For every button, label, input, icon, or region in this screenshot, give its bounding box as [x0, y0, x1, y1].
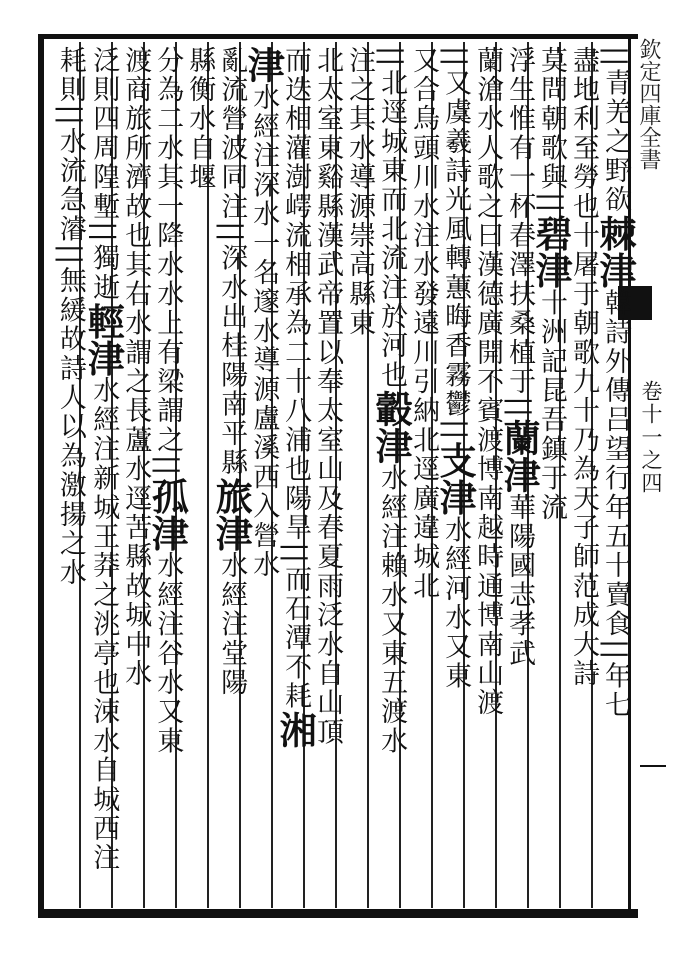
entry-text: 北逕廣違城北: [408, 425, 440, 601]
entry-text: ||北逕城東而北流注於河也: [376, 46, 408, 390]
entry-text: 水經注堂陽: [216, 551, 248, 698]
running-head: 卷十一之四: [639, 380, 663, 495]
entry-heading: 旅津: [209, 477, 254, 552]
entry-heading: 棘津: [593, 214, 638, 289]
entry-text: 泛則四周隍塹||獨逝: [88, 46, 120, 303]
header-fragment: 欽定四庫全書: [636, 38, 661, 170]
entry-text: 十屠于朝歌九十乃為天子師范成大詩: [568, 221, 600, 689]
entry-text: 莫問朝歌與||: [536, 46, 568, 215]
entry-text: 浮生惟有一杯春: [504, 46, 536, 251]
entry-text: 韓詩外傳吕望行年五十賣食||年七: [600, 288, 632, 720]
text-column: [48, 42, 86, 908]
entry-text: 盡地利至勞也: [568, 46, 600, 222]
entry-text: 注之其水導源崇高縣東: [344, 46, 376, 338]
entry-heading: 津: [241, 46, 286, 83]
column-text: [48, 46, 92, 908]
entry-text: 縣衡水自堰: [184, 46, 216, 192]
entry-text: 逕苦縣故城中水: [120, 484, 152, 689]
margin-tick: [640, 765, 666, 767]
entry-text: 又合烏頭川水注水發遠川引納: [408, 46, 440, 426]
entry-heading: 湘: [273, 711, 318, 748]
bottom-border: [38, 909, 638, 918]
entry-heading: 轂津: [369, 389, 414, 464]
entry-text: 華陽國志孝武: [504, 493, 536, 669]
entry-text: 耗則||: [54, 46, 86, 127]
entry-text: 水經河水又東: [440, 515, 472, 691]
entry-text: 分為二水其一降水水上有梁謂之||: [152, 46, 184, 478]
entry-text: 水經注賴水又東五渡水: [376, 463, 408, 756]
left-border: [38, 34, 44, 916]
entry-text: 而迭相灌澍崿流相承為二十八浦也陽旱||而石潭不耗: [280, 46, 312, 711]
entry-text: ||青羌之野欲: [600, 46, 632, 215]
entry-heading: 蘭津: [497, 419, 542, 493]
entry-text: 水經注谷水又東: [152, 551, 184, 756]
entry-text: ||又虞羲詩光風轉蕙晦香霧鬱||: [440, 46, 472, 442]
entry-text: 水經注深水一名邃水導源盧溪西入營水: [248, 83, 280, 580]
entry-text: 水流急濬||無緩故詩人以為激揚之水: [54, 127, 86, 588]
entry-text: 渡商旅所濟故也其右水謂之長蘆水: [120, 46, 152, 484]
entry-text: 北太室東谿縣漢武帝置以奉太室山及春夏雨泛水自山頂: [312, 46, 344, 747]
top-border: [38, 34, 638, 39]
entry-heading: 支津: [433, 441, 478, 516]
entry-text: 澤扶桑植于||: [504, 250, 536, 419]
entry-text: 時通博南山渡: [472, 542, 504, 718]
entry-text: 蘭滄水人歌之曰漢德廣開不賓渡博南越: [472, 46, 504, 543]
entry-heading: 孤津: [145, 477, 190, 552]
text-columns: [48, 42, 638, 908]
entry-text: 亂流營波同注||深水出桂陽南平縣: [216, 46, 248, 478]
entry-heading: 輕津: [81, 302, 126, 377]
entry-heading: 碧津: [529, 214, 574, 289]
entry-text: 水經注新城王莽之洮亭也涑水自城西注: [88, 376, 120, 873]
entry-text: 十洲記昆吾鎮于流: [536, 288, 568, 523]
